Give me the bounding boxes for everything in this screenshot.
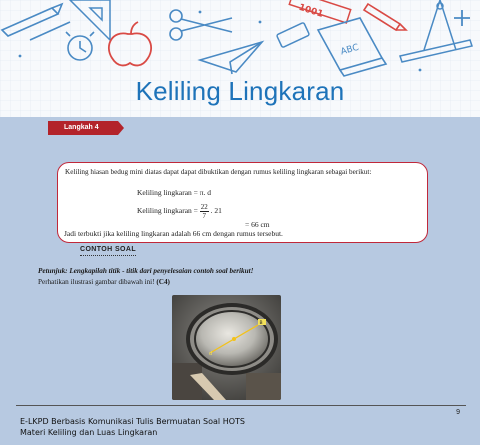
footer-line-1: E-LKPD Berbasis Komunikasi Tulis Bermuatan Soal HOTS (20, 417, 245, 426)
footer-line-2: Materi Keliling dan Luas Lingkaran (20, 428, 158, 437)
page-title: Keliling Lingkaran (135, 76, 345, 106)
fraction (200, 203, 209, 220)
formula-line-2-left: Keliling lingkaran = (137, 206, 198, 216)
drum-photo (172, 295, 281, 400)
svg-text:1001: 1001 (297, 2, 325, 20)
footer-divider (16, 405, 466, 406)
formula-line-3: = 66 cm (245, 220, 270, 229)
step-badge: Langkah 4 (48, 121, 118, 135)
fraction-denominator: 7 (202, 212, 207, 220)
footer-text (20, 416, 245, 438)
formula-line-1: Keliling lingkaran = π. d (137, 188, 212, 197)
prompt-text (38, 278, 170, 286)
page-number: 9 (456, 409, 460, 416)
svg-text:ABC: ABC (339, 42, 361, 58)
svg-text:d: d (209, 351, 213, 357)
svg-text:B: B (259, 321, 263, 326)
formula-line-2-right: . 21 (210, 206, 222, 216)
fraction-numerator: 22 (200, 203, 208, 211)
example-title: CONTOH SOAL (80, 246, 136, 253)
prompt-tag: (C4) (156, 278, 170, 286)
instruction-text: Petunjuk: Lengkapilah titik - titik dari penyelesaian contoh soal berikut! (38, 267, 254, 275)
prompt-body: Perhatikan ilustrasi gambar dibawah ini! (38, 278, 155, 286)
formula-line-2 (137, 203, 222, 220)
header-banner (0, 0, 480, 117)
formula-conclusion: Jadi terbukti jika keliling lingkaran adalah 66 cm dengan rumus tersebut. (64, 229, 283, 238)
formula-intro: Keliling hiasan bedug mini diatas dapat dapat dibuktikan dengan rumus keliling lingkaran sebagai berikut: (65, 168, 372, 176)
